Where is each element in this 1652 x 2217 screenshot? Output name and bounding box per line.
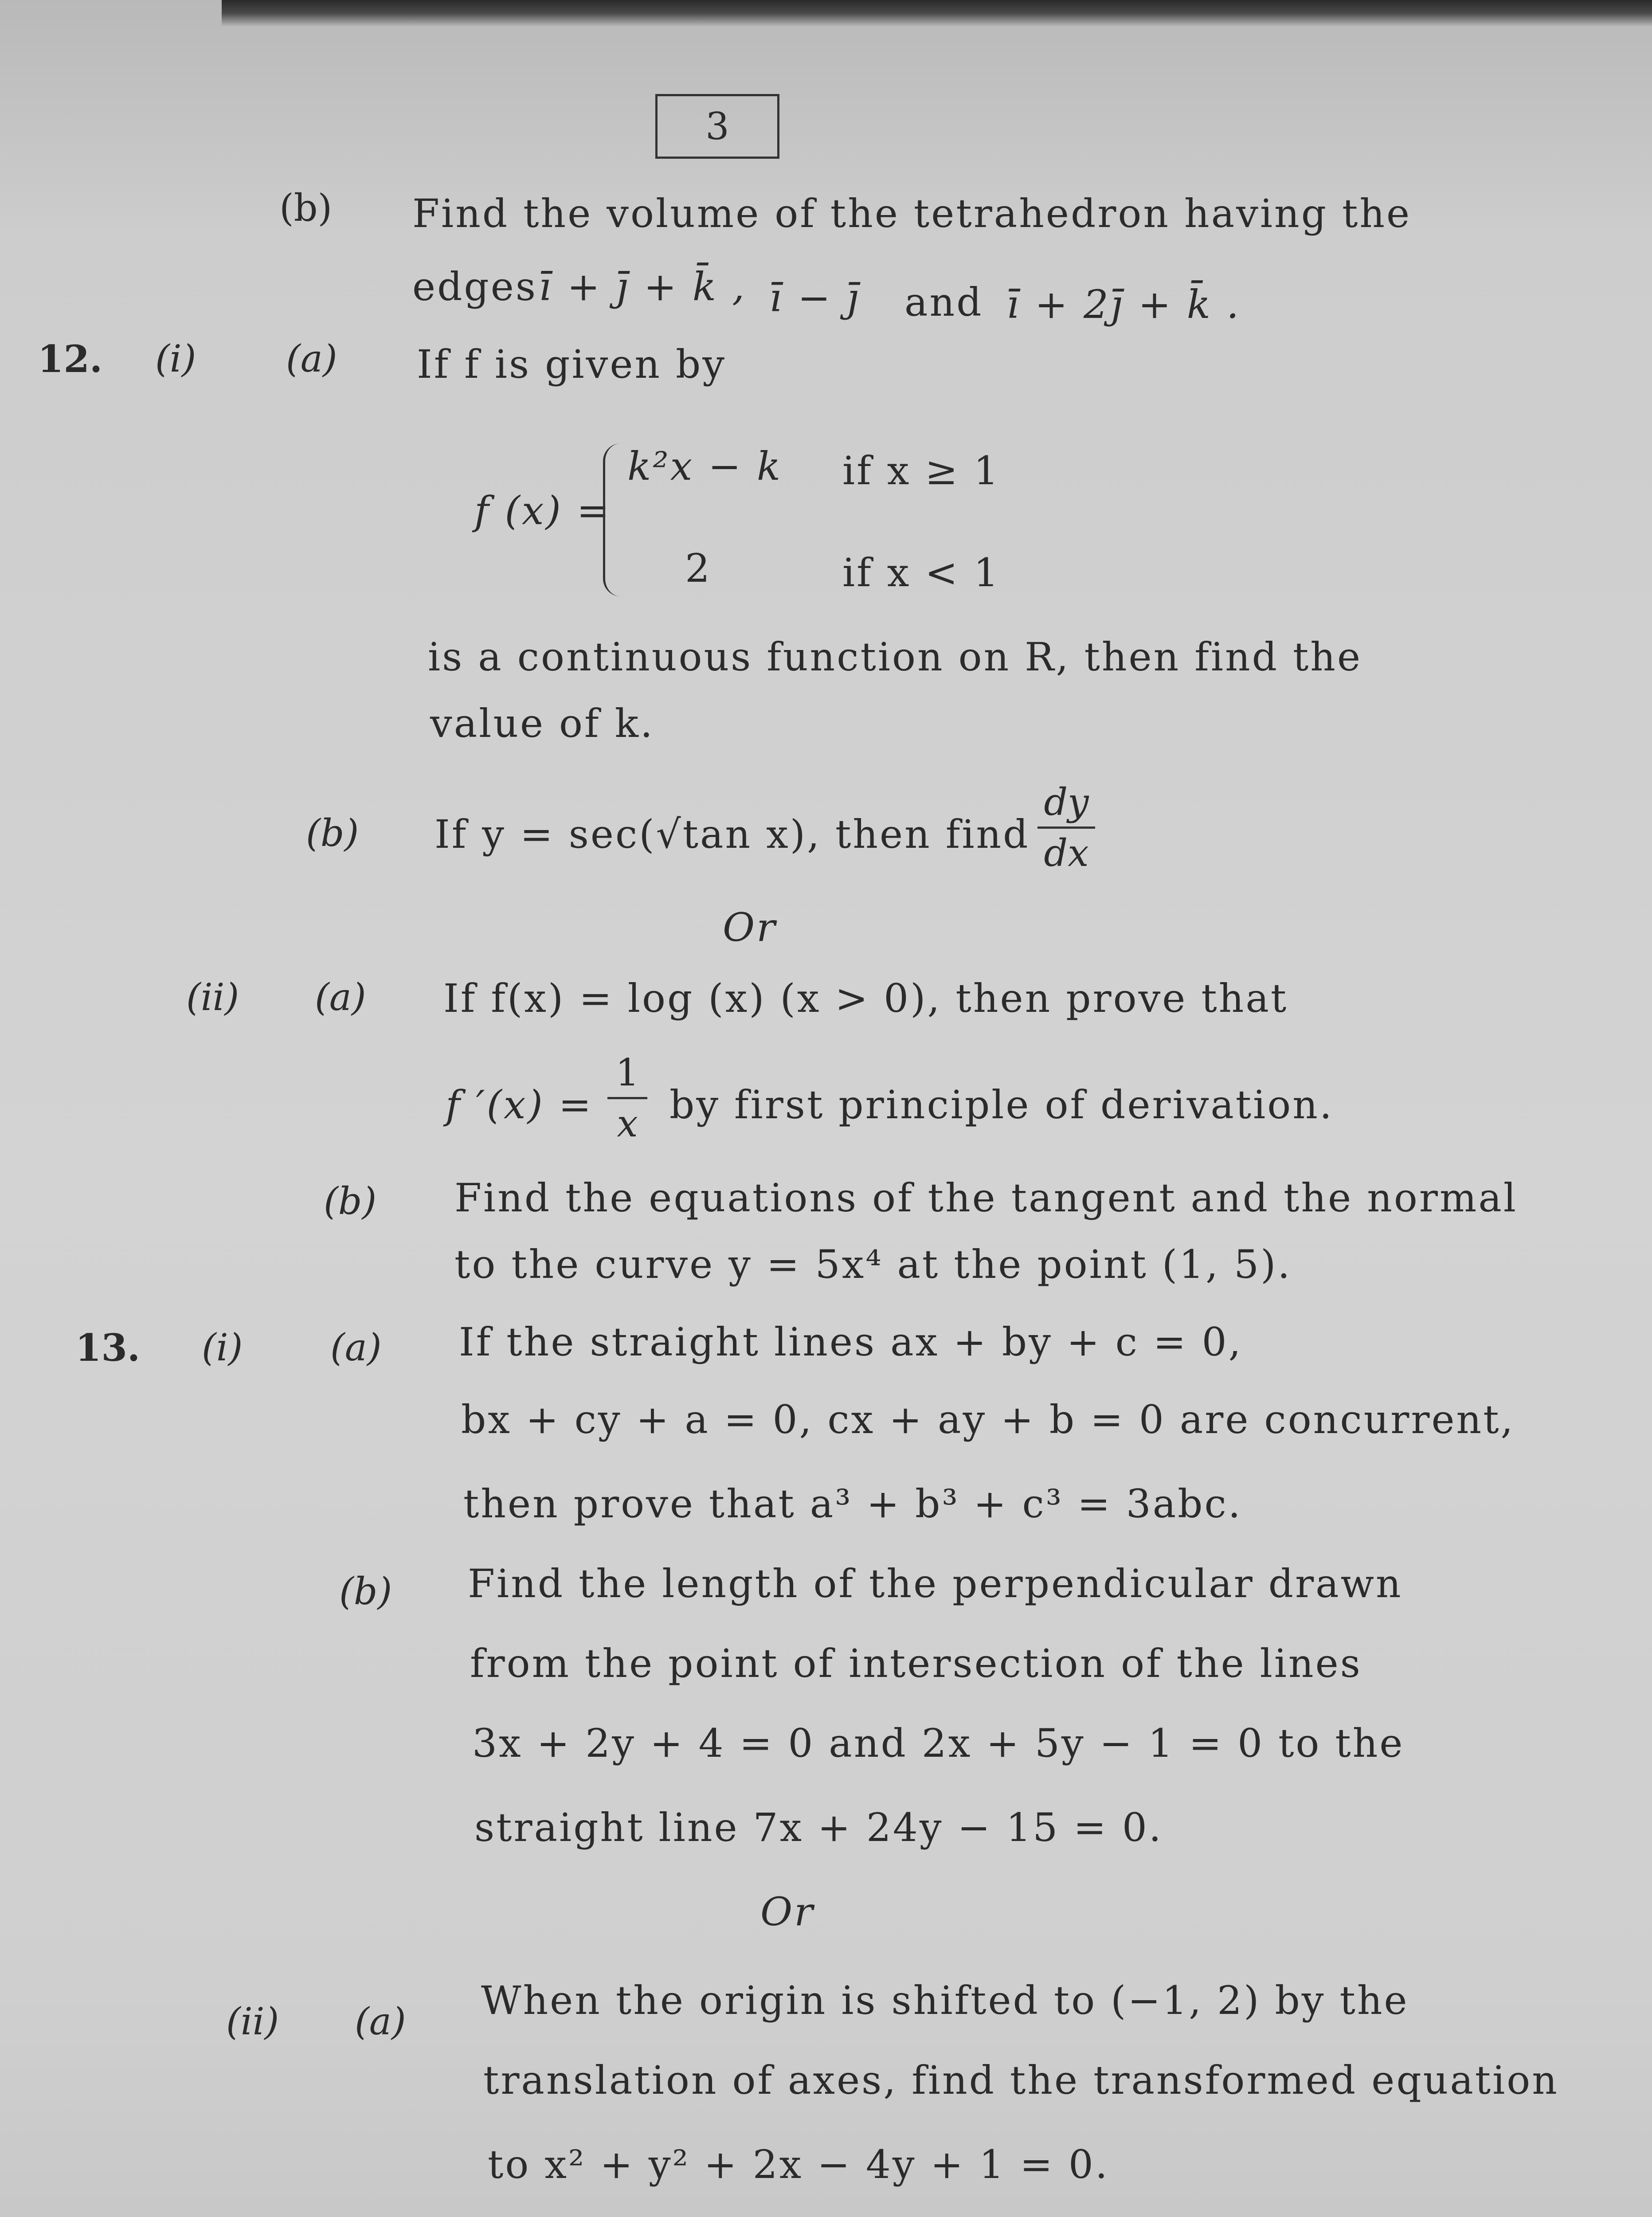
q12-or: Or — [723, 905, 777, 950]
x-denominator: x — [617, 1102, 638, 1145]
q12-b-label: (b) — [306, 811, 359, 855]
q12-ii-a-line1: If f(x) = log (x) (x > 0), then prove that — [443, 975, 1288, 1021]
q13-ii-a-line3: to x² + y² + 2x − 4y + 1 = 0. — [488, 2142, 1109, 2187]
q13-b-label: (b) — [339, 1570, 392, 1613]
q13-or: Or — [760, 1889, 815, 1935]
q13-i-label: (i) — [202, 1326, 243, 1369]
q12-case2-cond: if x < 1 — [842, 550, 1000, 595]
q12-a-label: (a) — [286, 337, 337, 380]
q11b-vector2: ī − j̄ — [769, 275, 861, 321]
dy-numerator: dy — [1044, 780, 1089, 824]
q13-a-line1: If the straight lines ax + by + c = 0, — [459, 1319, 1243, 1365]
q11b-edges-prefix: edges — [412, 264, 537, 309]
q12-ii-a-label: (a) — [315, 975, 366, 1019]
q12-case2-expr: 2 — [685, 545, 712, 591]
q13-b-line4: straight line 7x + 24y − 15 = 0. — [474, 1805, 1163, 1850]
q13-a-line2: bx + cy + a = 0, cx + ay + b = 0 are concurrent, — [461, 1397, 1515, 1442]
q13-ii-a-line2: translation of axes, find the transformed equation — [483, 2057, 1559, 2103]
page-number: 3 — [705, 105, 729, 148]
q12-a-line1: If f is given by — [417, 341, 727, 387]
piecewise-brace — [603, 443, 623, 596]
page-top-shadow — [222, 0, 1652, 27]
q12-ii-b-label: (b) — [324, 1179, 377, 1223]
q12-ii-a-line2: by first principle of derivation. — [669, 1082, 1334, 1128]
q13-ii-a-label: (a) — [355, 2000, 406, 2043]
q13-b-line1: Find the length of the perpendicular drawn — [468, 1561, 1403, 1606]
one-numerator: 1 — [615, 1051, 639, 1094]
q11b-line1: Find the volume of the tetrahedron having the — [412, 191, 1412, 236]
fraction-bar — [607, 1097, 647, 1099]
q13-ii-a-line1: When the origin is shifted to (−1, 2) by the — [481, 1978, 1409, 2023]
q13-ii-label: (ii) — [226, 2000, 279, 2043]
q11b-label: (b) — [279, 186, 333, 230]
q12-number: 12. — [38, 337, 103, 381]
q11b-vector1: ī + j̄ + k̄ , — [539, 264, 747, 309]
q12-ii-b-line1: Find the equations of the tangent and the normal — [454, 1175, 1518, 1221]
q13-a-label: (a) — [330, 1326, 382, 1369]
q13-b-line3: 3x + 2y + 4 = 0 and 2x + 5y − 1 = 0 to the — [472, 1720, 1405, 1766]
q12-a-line3: value of k. — [430, 701, 654, 746]
page-number-box — [655, 94, 779, 159]
q12-case1-cond: if x ≥ 1 — [842, 448, 1000, 494]
dy-dx-fraction — [1037, 780, 1095, 875]
q12-i-label: (i) — [155, 337, 196, 380]
q11b-and: and — [904, 279, 983, 325]
q13-number: 13. — [75, 1326, 141, 1370]
q12-ii-label: (ii) — [186, 975, 239, 1019]
one-over-x-fraction — [607, 1051, 647, 1145]
q13-b-line2: from the point of intersection of the lines — [470, 1641, 1362, 1686]
q12-case1-expr: k²x − k — [627, 443, 783, 489]
q12-ii-b-line2: to the curve y = 5x⁴ at the point (1, 5). — [454, 1242, 1292, 1287]
q13-a-line3: then prove that a³ + b³ + c³ = 3abc. — [463, 1481, 1242, 1527]
q12-ii-a-fpx: f ′(x) = — [446, 1082, 593, 1128]
q12-b-text: If y = sec(√tan x), then find — [435, 811, 1030, 857]
dx-denominator: dx — [1044, 831, 1089, 875]
q11b-vector3: ī + 2j̄ + k̄ . — [1006, 282, 1241, 327]
q12-a-line2: is a continuous function on R, then find the — [428, 634, 1362, 680]
fraction-bar — [1037, 826, 1095, 829]
q12-fx: f (x) = — [474, 488, 611, 533]
